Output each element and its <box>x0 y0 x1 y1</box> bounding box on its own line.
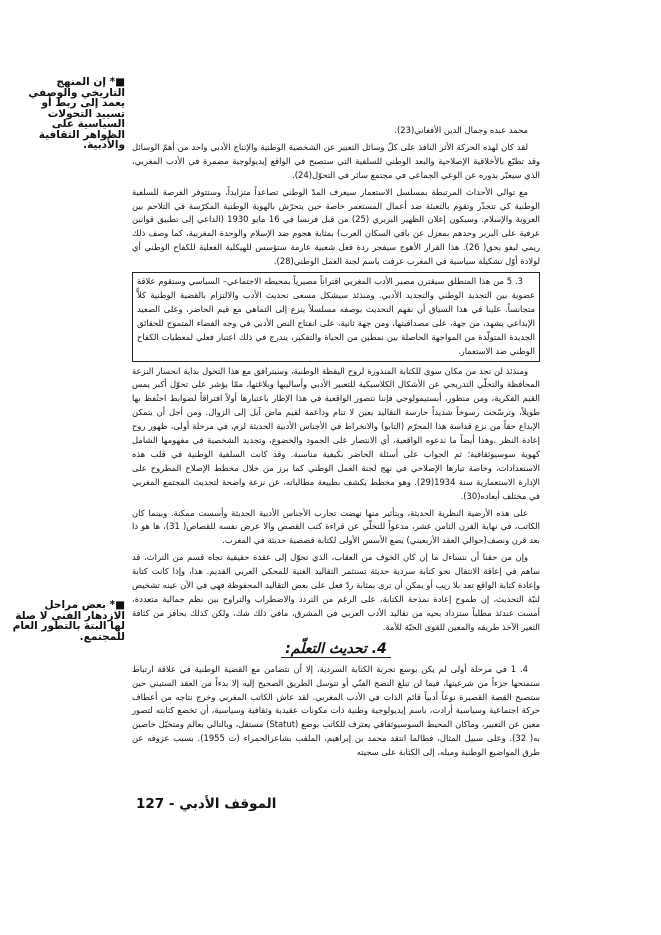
boxed-paragraph <box>132 272 540 361</box>
main-text <box>132 124 540 763</box>
section-heading: 4. تحديث التعلّم: <box>281 641 390 658</box>
paragraph: 4. 1 في مرحلة أولى لم يكن بوسع تجربة الكتابة السردية، إلا أن تتضامن مع القضية الوطنية في علاقة ارتباط ستمنحها جزءاً من شرعيتها، فيما لن تبلغ النضج الفنّي أو تتوسل الطريق الصحيح إليه إلا بدءاً من العقد الستيني حين ستصبح القصة القصيرة نوعاً أدبياً قائم الذات في الأدب المغربي. لقد عاش الكاتب المغربي وخرج نتاجه من أعطاف حركة اجتماعية وسياسية أرادت، باسم إيديولوجية وطنية ذات مكونات عقيدية وثقافية وسياسية، أن تخضع كتابته لتصور معين عن التعبير، وماكان المحيط السوسيوثقافي يعترف للكاتب بوضع (Statut) مستقل، وبالتالي بعالم ومتخيّل خاصين به( 32). وعلى سبيل المثال، فطالما انتقد محمد بن إبراهيم، الملقب بشاعرالحمراء (ت 1955). بسبب عزوفه عن طرق المواضيع الوطنية وميله، إلى الكتابة على سجيته <box>132 663 540 758</box>
paragraph: لقد كان لهذه الحركة الأثر النافذ على كلّ وسائل التعبير عن الشخصية الوطنية والإنتاج الأدبي واحد من أهمّ الوسائل وقد تطبّع بالأخلاقية الإصلاحية والبعد الوطني للسلفية التي ستصبح في الواقع إيديولوجية مضمرة في الأدب المغربي، الذي سيعبّر بدوره عن الوعي الجماعي في مجتمع سائر في التحوّل(24). <box>132 141 540 180</box>
paragraph: على هذه الأرضية النظرية الحديثة، وبتأثير منها نهضت تجارب الأجناس الأدبية الحديثة وأسست ممكنة. وبينما كان الكاتب، في نهاية القرن الثامن عشر، مدعواً للتخلّي عن قراءة كتب القصص والا عرض نفسه للقصاص( 31)، ها هو ذا بعد قرن ونصف(حوالي العقد الأربعيني) يضع الأسس الأولى لكتابة قصصية حديثة في المغرب. <box>132 507 540 546</box>
section-heading-wrap <box>132 638 540 660</box>
paragraph: محمد عبده وجمال الدين الأفغاني(23). <box>394 125 528 135</box>
paragraph: وإن من حقنا أن نتساءل ما إن كان الخوف من العقاب، الذي تحوّل إلى عقدة حقيقية تجاه قسم من التراث، قد ساهم في إعاقة الانتقال نحو كتابة سردية حديثة تستثمر التقاليد الغنية للمحكي العربي القديم. هذا، وإذا كانت كتابة وإعادة كتابة الواقع تعد بلا ريب أو يمكن أن ترى بمثابة ردّ فعل على بعض التقاليد المحفوظة فهي في الآن عينه تشخيص لنيّة التحديث، إن طموح إعادة نمذجة الكتابة، على الرغم من التردد والاضطراب والتراوح بين نظم جمالية متعددة، أمست عندئذ مطلباً ستزداد بحيه من تقاليد الأدب العربي في المشرق، مافي ذلك شك، ولكن كذلك بحافز من كثافة التغير الآخذ طريقه والمعين للقوى الحيّة للأمة. <box>132 552 540 632</box>
paragraph: 3. 5 من هذا المنطلق سيقترن مصير الأدب المغربي اقتراناً مصيرياً بمحيطه الاجتماعي– السياسي وستقوم علاقة عضوية بين التجديد الوطني والتجديد الأدبي. ومنذئذ سيشكل مسعى تحديث الأدب والالتزام بالقضية الوطنية كلاًّ متجانساً. علينا في هذا السياق أن نفهم التحديث بوصفه مسلسلاً ينزع إلى التماهي مع قيم الحاضر، وعلى الصعيد الإبداعي يشهد، من جهة، على مصداقيتها، ومن جهة ثانية، على انفتاح النص الأدبي في وجه الفضاء المتموج للحقائق الجديدة المتولّدة من المواجهة الحاصلة بين نمطين من الحياة والتفكير، يندرج في ذلك اعتبار فعلي لمعطيات الكفاح الوطني ضد الاستعمار. <box>137 276 535 356</box>
page-footer: الموقف الأدبي - 127 <box>136 796 277 812</box>
paragraph: ومنذئذ لن تجد من مكان سوى للكتابة المنذورة لروح اليقظة الوطنية، وسيترافق مع هذا التحول بداية انحسار النزعة المحافظة والتخلّي التدريجي عن الأشكال الكلاسيكية للتعبير الأدبي وأساليبها وبلاغتها، ممّا يؤشر على تحوّل أكبر يمس القيم الفكرية، ومن منظور، أبستيمولوجي فإننا نتصور الواقعية في هذا الإطار باعتبارها أولاً افتراقاً لضوابط احتُفظ بها طويلاً، وترسّخت رسوخاً شديداً حارسة التقاليد بعين لا تنام وداعمة لقيم ماض آيل إلى الزوال. ومن أجل أن يتمكن الإبداع حقاً من نزع قداسة هذا المحرّم (التابو) والانخراط في الأجناس الأدبية الحديثة لزم، في مرحلة أولى، ظهور روح إعادة النظر .وهذا أيضاً ما ندعوه الواقعية، أي الانتصار على الجمود والخضوع، وتجديد الشخصية في مفهومها الشامل كهوية سوسيوثقافية؛ ثم الجواب على أسئلة الحاضر بكيفية مناسبة. وقد كانت السلفية الوطنية في قلب هذه الاستعدادات، وخاصة تيارها الإصلاحي في نهج لجنة العمل الوطني كما برز من خلال مخطط الإصلاح المطروح على الإدارة الاستعمارية سنة 1934(29). وهو مخطط يكشف بطبيعة مطالباته، عن نزعة واضحة لتحديث المجتمع المغربي في مختلف أبعاده(30). <box>132 365 541 501</box>
paragraph: مع توالي الأحداث المرتبطة بمسلسل الاستعمار سيعرف المدّ الوطني تصاعداً متزايداً، وستتوفر الفرصة للسلفية الوطنية كي تتجذّر وتقوم بالتعبئة ضد أعمال المستعمر خاصة حين يتحرّش بالهوية الوطنية المكرّسة في التلاحم بين العروبة والإسلام. وسيكون إعلان الظهير البربري (25) من قبل فرنسا في 16 مايو 1930 (الداعي إلى تطبيق قوانين عرفية على البربر وحدهم بمعزل عن باقي السكان العرب) بمثابة هجوم ضد الإسلام والوحدة المغربية، كما وصف ذلك ريمي ليفو بحق( 26). هذا القرار الأهوج سيفجر ردة فعل شعبية عارمة ستؤسس للهيكلية الفعلية للكفاح الوطني أي لولادة أوّل تشكيلة سياسية في المغرب عرفت باسم لجنة العمل الوطني(28). <box>132 186 540 267</box>
sidebar-note: ■* إن المنهج التاريخي والوصفي يعمد إلى ربط أو تسييد التحولات السياسية على الظواهر الثقافية والأدبية. <box>28 76 125 151</box>
sidebar-note: ■* بعض مراحل الازدهار الفني لا صلة لها البتة بالتطور العام للمجتمع. <box>12 599 125 643</box>
